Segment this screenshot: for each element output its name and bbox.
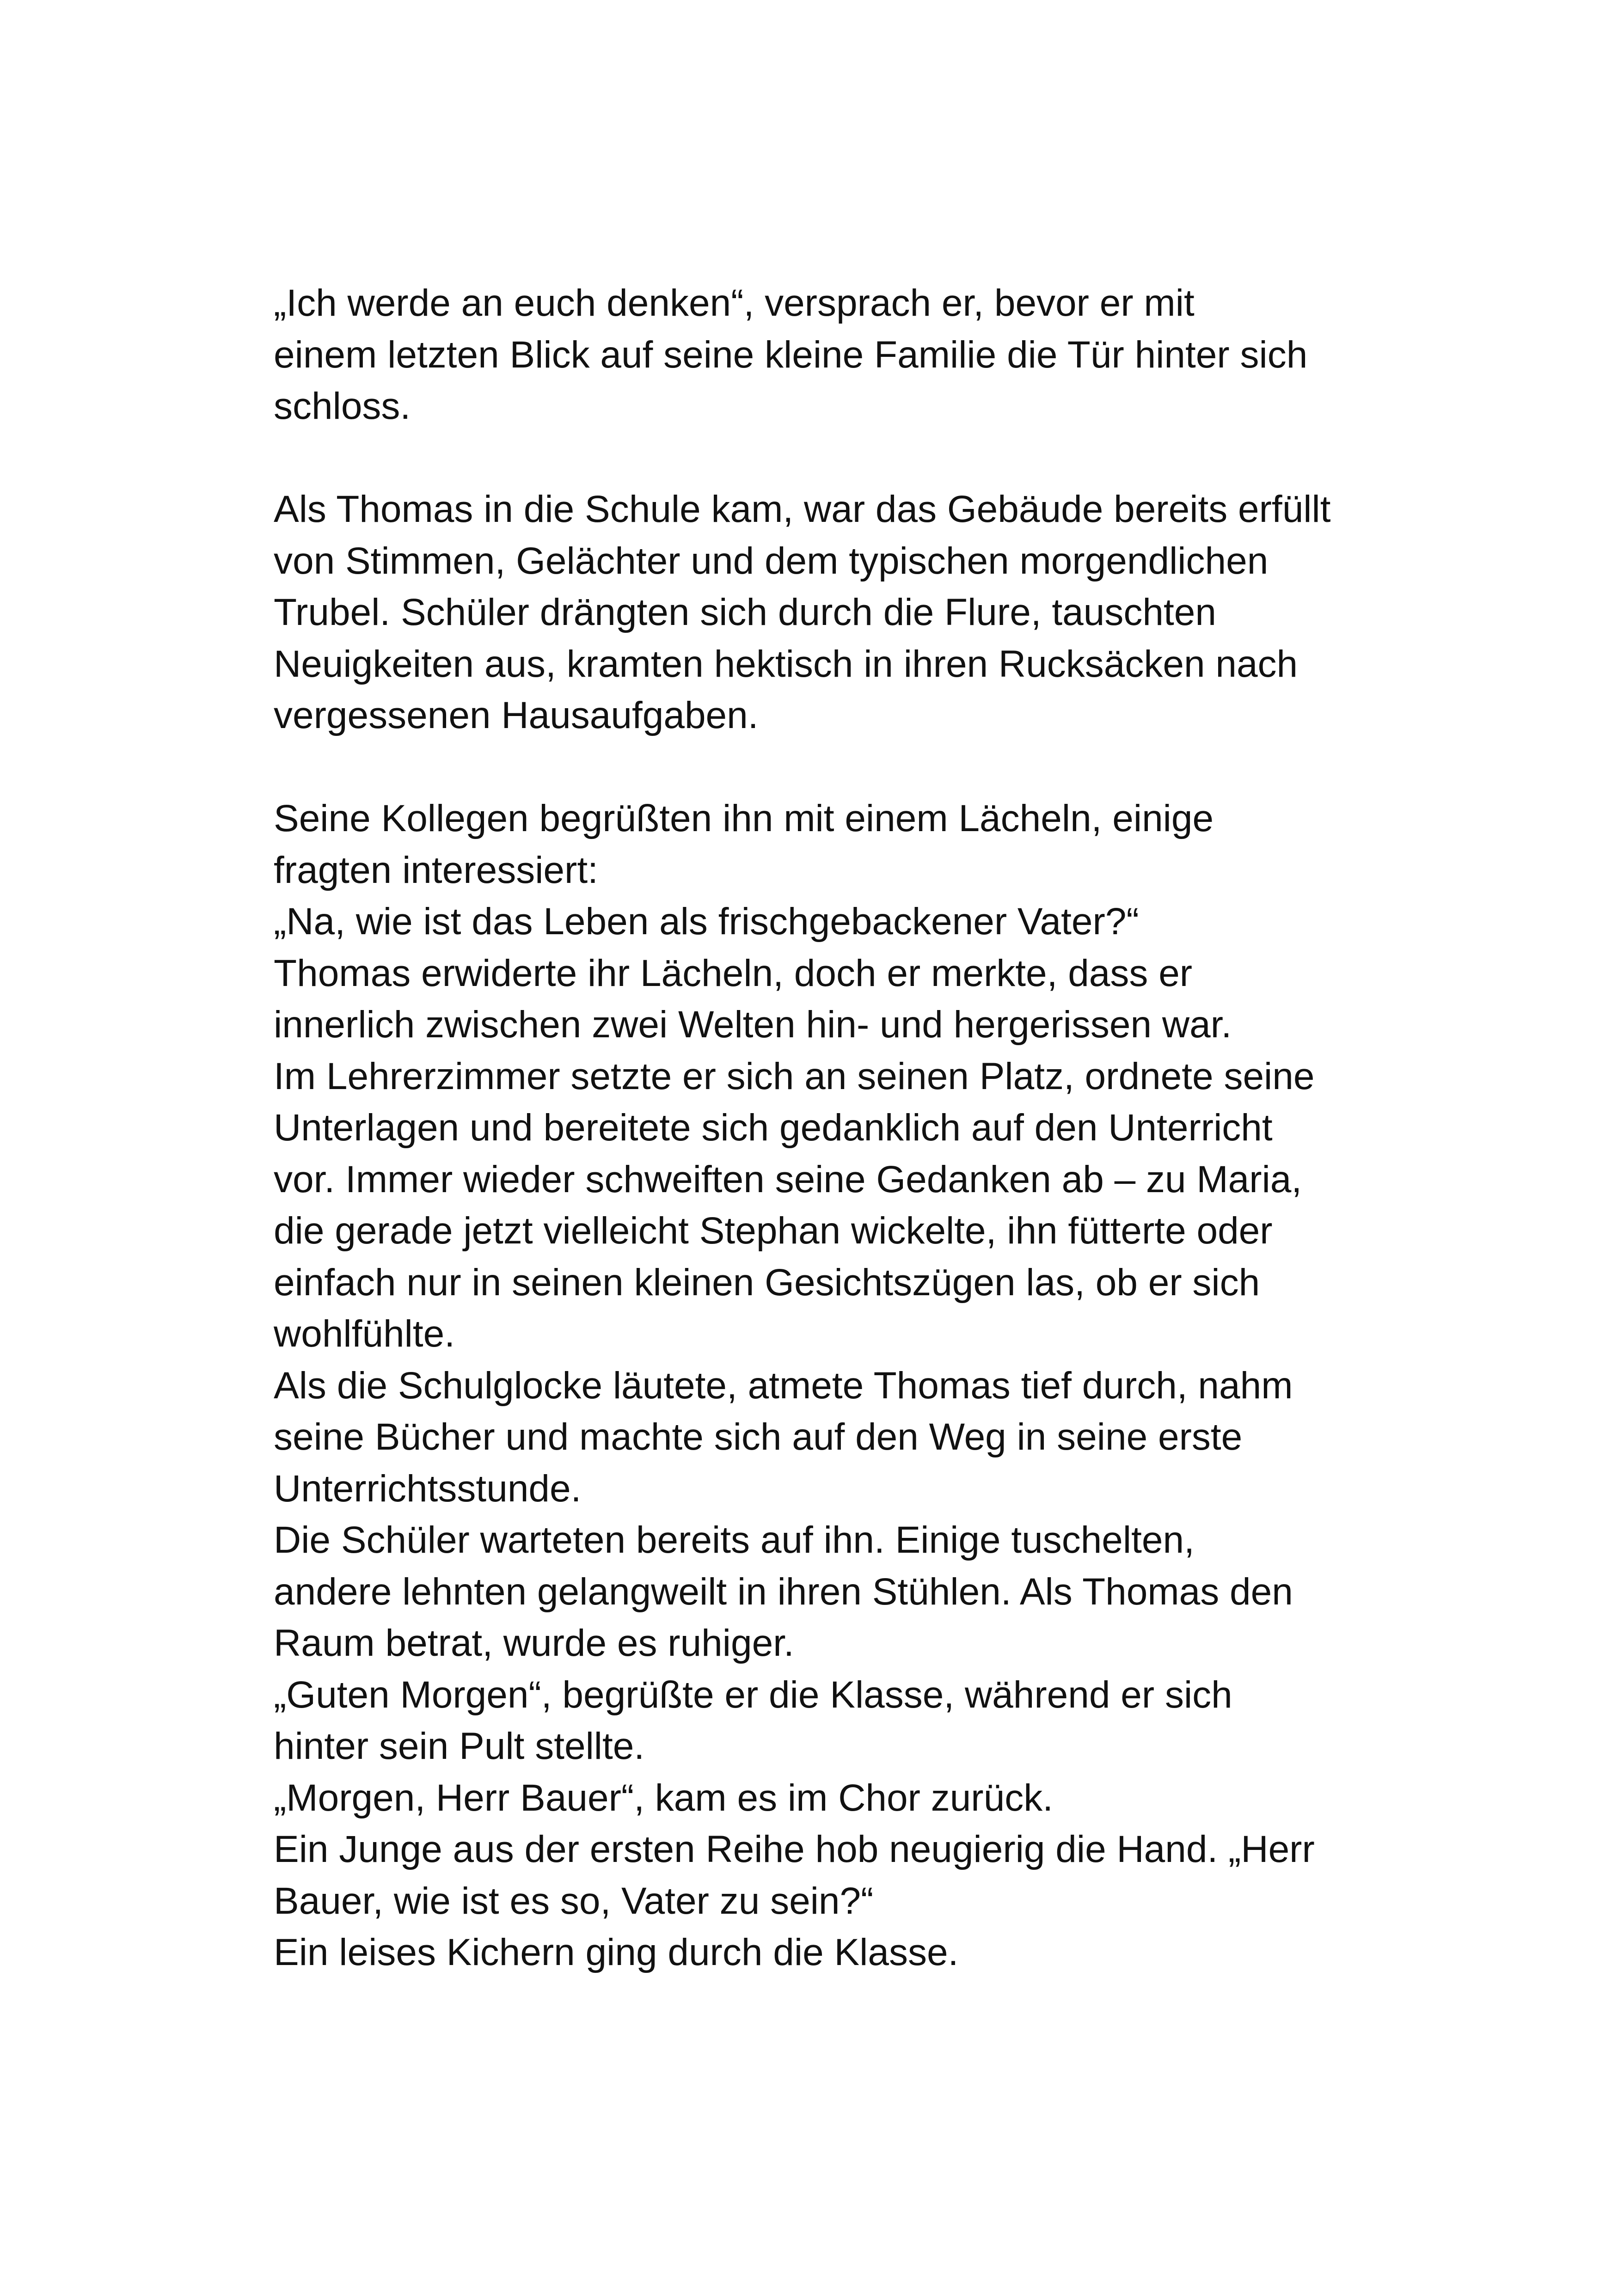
text-line: „Guten Morgen“, begrüßte er die Klasse, während er sich bbox=[274, 1673, 1232, 1716]
text-line: einem letzten Blick auf seine kleine Familie die Tür hinter sich bbox=[274, 333, 1308, 376]
text-line: Unterlagen und bereitete sich gedanklich auf den Unterricht bbox=[274, 1107, 1273, 1149]
text-line: „Na, wie ist das Leben als frischgebackener Vater?“ bbox=[274, 900, 1139, 943]
paragraph-spacer bbox=[274, 741, 1383, 793]
text-line: Als die Schulglocke läutete, atmete Thomas tief durch, nahm bbox=[274, 1364, 1293, 1407]
text-line: hinter sein Pult stellte. bbox=[274, 1725, 645, 1767]
text-line: Die Schüler warteten bereits auf ihn. Einige tuschelten, bbox=[274, 1519, 1195, 1561]
text-line: einfach nur in seinen kleinen Gesichtszügen las, ob er sich bbox=[274, 1261, 1260, 1304]
text-line: seine Bücher und machte sich auf den Weg in seine erste bbox=[274, 1416, 1243, 1458]
text-line: Seine Kollegen begrüßten ihn mit einem Lächeln, einige bbox=[274, 797, 1214, 839]
document-body bbox=[274, 277, 1383, 1978]
text-line: Trubel. Schüler drängten sich durch die Flure, tauschten bbox=[274, 591, 1216, 633]
paragraph-1 bbox=[274, 277, 1383, 432]
text-line: die gerade jetzt vielleicht Stephan wickelte, ihn fütterte oder bbox=[274, 1210, 1273, 1252]
text-line: vor. Immer wieder schweiften seine Gedanken ab – zu Maria, bbox=[274, 1158, 1302, 1200]
text-line: Raum betrat, wurde es ruhiger. bbox=[274, 1622, 794, 1664]
paragraph-spacer bbox=[274, 432, 1383, 484]
text-line: Unterrichtsstunde. bbox=[274, 1467, 582, 1510]
text-line: Im Lehrerzimmer setzte er sich an seinen Platz, ordnete seine bbox=[274, 1055, 1315, 1097]
text-line: Ein leises Kichern ging durch die Klasse. bbox=[274, 1931, 959, 1973]
text-line: innerlich zwischen zwei Welten hin- und hergerissen war. bbox=[274, 1004, 1232, 1046]
text-line: andere lehnten gelangweilt in ihren Stühlen. Als Thomas den bbox=[274, 1570, 1293, 1613]
text-line: schloss. bbox=[274, 385, 411, 427]
text-line: wohlfühlte. bbox=[274, 1313, 455, 1355]
text-line: „Morgen, Herr Bauer“, kam es im Chor zurück. bbox=[274, 1776, 1054, 1819]
paragraph-2 bbox=[274, 484, 1383, 741]
text-line: vergessenen Hausaufgaben. bbox=[274, 694, 759, 736]
text-line: Thomas erwiderte ihr Lächeln, doch er merkte, dass er bbox=[274, 952, 1193, 994]
text-line: Neuigkeiten aus, kramten hektisch in ihren Rucksäcken nach bbox=[274, 643, 1298, 685]
text-line: Bauer, wie ist es so, Vater zu sein?“ bbox=[274, 1880, 874, 1922]
text-line: „Ich werde an euch denken“, versprach er, bevor er mit bbox=[274, 282, 1195, 324]
text-line: Ein Junge aus der ersten Reihe hob neugierig die Hand. „Herr bbox=[274, 1828, 1315, 1870]
text-line: fragten interessiert: bbox=[274, 849, 598, 891]
paragraph-3 bbox=[274, 793, 1383, 1978]
text-line: von Stimmen, Gelächter und dem typischen morgendlichen bbox=[274, 539, 1269, 582]
text-line: Als Thomas in die Schule kam, war das Gebäude bereits erfüllt bbox=[274, 488, 1331, 530]
